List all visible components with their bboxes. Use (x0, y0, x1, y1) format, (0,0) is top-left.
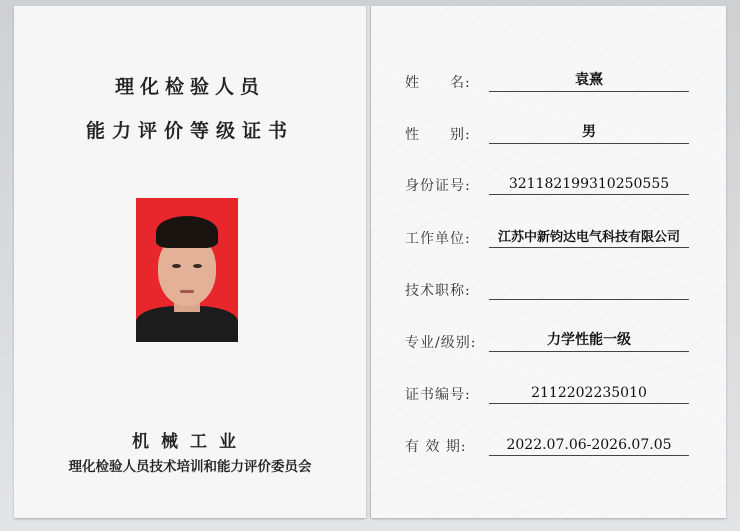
field-value-employer: 江苏中新钧达电气科技有限公司 (497, 230, 680, 245)
issuer-name: 机械工业 (132, 432, 248, 452)
field-label: 身份证号: (405, 178, 471, 194)
photo-eye-right (193, 264, 202, 268)
field-row-id-number (371, 171, 726, 195)
field-label: 专业/级别: (405, 335, 477, 351)
field-underline (489, 277, 689, 300)
field-row-certificate-number (371, 380, 726, 404)
field-row-specialty-level (371, 328, 726, 352)
field-label: 技术职称: (405, 283, 471, 299)
photo-eye-left (172, 264, 181, 268)
field-label: 性 别: (405, 127, 471, 143)
field-value-name: 袁熹 (575, 72, 603, 88)
field-row-gender (371, 120, 726, 144)
field-row-validity (371, 432, 726, 456)
field-label: 证书编号: (405, 387, 471, 403)
field-value-id-number: 321182199310250555 (508, 176, 670, 192)
certificate-title-line1: 理化检验人员 (114, 76, 265, 98)
field-value-certificate-number: 2112202235010 (531, 385, 647, 401)
field-label: 姓 名: (405, 75, 471, 91)
issuer-committee: 理化检验人员技术培训和能力评价委员会 (68, 459, 312, 475)
id-photo (136, 198, 238, 342)
photo-hair (156, 216, 218, 248)
field-row-name (371, 68, 726, 92)
field-value-specialty-level: 力学性能一级 (547, 332, 631, 348)
field-label: 工作单位: (405, 231, 471, 247)
field-label: 有 效 期: (405, 439, 467, 455)
photo-mouth (180, 290, 194, 293)
certificate-left-page (14, 6, 366, 518)
certificate-title-line2: 能力评价等级证书 (85, 120, 294, 142)
field-value-validity: 2022.07.06-2026.07.05 (506, 437, 672, 453)
field-row-title (371, 276, 726, 300)
field-value-gender: 男 (582, 124, 596, 140)
field-row-employer (371, 224, 726, 248)
certificate-right-page (371, 6, 726, 518)
